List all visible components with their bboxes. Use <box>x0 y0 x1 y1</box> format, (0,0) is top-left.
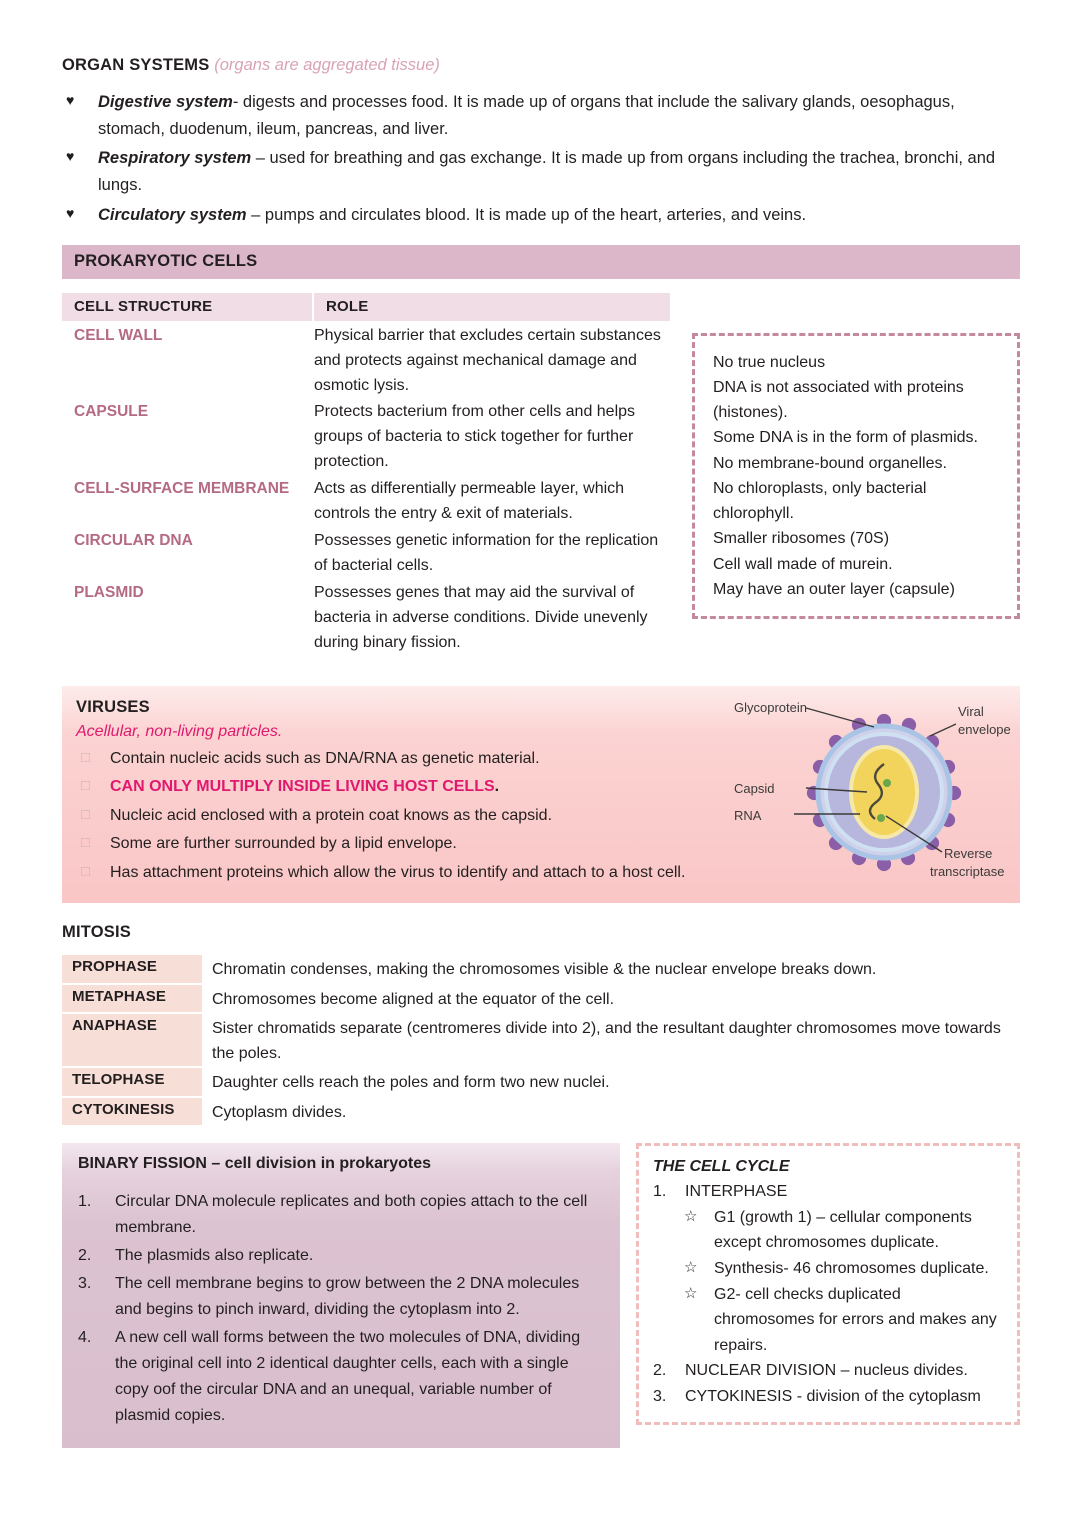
cell-structure-role: Possesses genetic information for the replication of bacterial cells. <box>314 532 659 575</box>
interphase-stage-text: G2- cell checks duplicated chromosomes for errors and makes any repairs. <box>714 1285 997 1354</box>
step-text: A new cell wall forms between the two molecules of DNA, dividing the original cell into 2 identical daughter cells, each with a single copy oof the circular DNA and an unequal, variable number of plasmid copies. <box>115 1328 581 1424</box>
table-header-row <box>62 293 670 321</box>
step-number: 2. <box>78 1247 92 1265</box>
enzyme-dot-a <box>883 779 891 787</box>
table-row <box>62 527 670 579</box>
cell-cycle-number: 2. <box>653 1362 667 1380</box>
binary-fission-step <box>78 1189 604 1241</box>
mitosis-row <box>62 1098 1020 1125</box>
cell-cycle-number: 3. <box>653 1388 667 1406</box>
cell-structure-name: CELL WALL <box>74 326 163 344</box>
organ-system-item <box>62 202 1020 229</box>
prokaryotic-feature-line: No membrane-bound organelles. <box>713 454 947 472</box>
prokaryotic-feature-line: No chloroplasts, only bacterial chlorophyll. <box>713 479 927 523</box>
interphase-stage-item <box>684 1256 1005 1282</box>
virus-diagram <box>734 692 1014 892</box>
mitosis-phase-name: ANAPHASE <box>62 1014 202 1066</box>
label-reverse-transcriptase-2: transcriptase <box>930 863 1005 879</box>
cell-structure-name: CELL-SURFACE MEMBRANE <box>74 480 290 498</box>
viruses-subtitle: Acellular, non-living particles. <box>76 722 283 740</box>
mitosis-heading: MITOSIS <box>62 923 131 942</box>
column-header-role: ROLE <box>314 293 670 321</box>
bottom-section <box>62 1143 1020 1448</box>
cell-cycle-item <box>653 1384 1005 1410</box>
prokaryotic-feature-line: No true nucleus <box>713 353 826 371</box>
mitosis-phase-description: Cytoplasm divides. <box>212 1103 347 1121</box>
step-text: The cell membrane begins to grow between the 2 DNA molecules and begins to pinch inward, dividing the cytoplasm into 2. <box>115 1275 580 1318</box>
checkbox-icon[interactable]: □ <box>81 748 91 766</box>
table-row <box>62 398 670 475</box>
organ-systems-subtitle: (organs are aggregated tissue) <box>214 56 440 74</box>
cell-cycle-title: THE CELL CYCLE <box>653 1158 790 1176</box>
label-viral-envelope-2: envelope <box>958 721 1011 737</box>
interphase-stage-list <box>653 1205 1005 1359</box>
column-header-cell-structure: CELL STRUCTURE <box>62 293 312 321</box>
heart-bullet-icon: ♥ <box>66 92 75 108</box>
cell-cycle-number: 1. <box>653 1183 667 1201</box>
organ-systems-heading <box>62 56 1020 75</box>
organ-systems-title: ORGAN SYSTEMS <box>62 56 210 74</box>
step-number: 1. <box>78 1193 92 1211</box>
mitosis-row <box>62 1014 1020 1066</box>
star-bullet-icon: ☆ <box>684 1207 698 1225</box>
prokaryotic-section <box>62 293 1020 656</box>
binary-fission-step <box>78 1271 604 1323</box>
enzyme-dot-b <box>877 814 885 822</box>
mitosis-phase-name: PROPHASE <box>62 955 202 982</box>
cell-structure-role: Protects bacterium from other cells and helps groups of bacteria to stick together for further protection. <box>314 403 636 471</box>
checkbox-icon[interactable]: □ <box>81 834 91 852</box>
organ-system-text: Respiratory system – used for breathing and gas exchange. It is made up from organs including the trachea, bronchi, and lungs. <box>98 149 996 195</box>
binary-fission-step <box>78 1243 604 1269</box>
virus-point-text: Nucleic acid enclosed with a protein coat knows as the capsid. <box>110 806 553 824</box>
cell-structure-role: Physical barrier that excludes certain substances and protects against mechanical damage and osmotic lysis. <box>314 326 661 394</box>
mitosis-phase-name: METAPHASE <box>62 985 202 1012</box>
organ-system-text: Digestive system- digests and processes food. It is made up of organs that include the salivary glands, oesophagus, stomach, duodenum, ileum, pancreas, and liver. <box>98 93 955 138</box>
cell-structure-name: PLASMID <box>74 584 144 602</box>
label-reverse-transcriptase-1: Reverse <box>944 845 993 861</box>
interphase-stage-text: Synthesis- 46 chromosomes duplicate. <box>714 1260 989 1278</box>
checkbox-icon[interactable]: □ <box>81 862 91 880</box>
checkbox-icon[interactable]: □ <box>81 777 91 795</box>
cell-cycle-text: INTERPHASE <box>685 1183 788 1201</box>
organ-system-term: Respiratory system <box>98 149 252 168</box>
mitosis-table <box>62 955 1020 1125</box>
step-number: 3. <box>78 1275 92 1293</box>
virus-point-tail: . <box>494 778 500 796</box>
cell-cycle-item <box>653 1179 1005 1205</box>
heart-bullet-icon: ♥ <box>66 148 75 165</box>
prokaryotic-feature-line: Smaller ribosomes (70S) <box>713 530 890 548</box>
cell-cycle-box <box>636 1143 1020 1424</box>
label-rna: RNA <box>734 807 762 823</box>
prokaryotic-feature-line: DNA is not associated with proteins (histones). <box>713 378 964 422</box>
interphase-stage-text: G1 (growth 1) – cellular components except chromosomes duplicate. <box>714 1208 972 1252</box>
mitosis-phase-description: Sister chromatids separate (centromeres divide into 2), and the resultant daughter chromosomes move towards the poles. <box>212 1020 1001 1062</box>
mitosis-phase-description: Chromosomes become aligned at the equator of the cell. <box>212 990 615 1008</box>
checkbox-icon[interactable]: □ <box>81 805 91 823</box>
prokaryotic-feature-line: May have an outer layer (capsule) <box>713 580 955 598</box>
step-text: Circular DNA molecule replicates and both copies attach to the cell membrane. <box>115 1193 588 1237</box>
prokaryotic-cells-banner: PROKARYOTIC CELLS <box>62 245 1020 279</box>
organ-system-text: Circulatory system – pumps and circulates blood. It is made up of the heart, arteries, and veins. <box>98 205 807 224</box>
viruses-panel <box>62 686 1020 904</box>
cell-structure-name: CAPSULE <box>74 403 149 421</box>
viruses-title: VIRUSES <box>76 697 150 716</box>
virus-point-text: Contain nucleic acids such as DNA/RNA as genetic material. <box>110 749 540 767</box>
binary-fission-list <box>78 1189 604 1428</box>
step-text: The plasmids also replicate. <box>115 1247 314 1265</box>
virus-point-text: Has attachment proteins which allow the virus to identify and attach to a host cell. <box>110 863 686 881</box>
star-bullet-icon: ☆ <box>684 1284 698 1302</box>
label-glycoprotein: Glycoprotein <box>734 699 807 715</box>
binary-fission-box <box>62 1143 620 1448</box>
mitosis-phase-description: Chromatin condenses, making the chromosomes visible & the nuclear envelope breaks down. <box>212 961 877 979</box>
cell-cycle-item <box>653 1358 1005 1384</box>
interphase-stage-item <box>684 1282 1005 1359</box>
organ-system-term: Digestive system <box>98 93 233 111</box>
organ-system-item <box>62 145 1020 198</box>
cell-structure-role: Acts as differentially permeable layer, which controls the entry & exit of materials. <box>314 480 625 523</box>
mitosis-row <box>62 955 1020 982</box>
table-row <box>62 475 670 527</box>
organ-systems-list <box>62 89 1020 229</box>
prokaryotic-feature-line: Cell wall made of murein. <box>713 555 893 573</box>
prokaryotic-features-box <box>692 333 1020 620</box>
table-row <box>62 322 670 399</box>
prokaryotic-feature-line: Some DNA is in the form of plasmids. <box>713 429 978 447</box>
mitosis-phase-description: Daughter cells reach the poles and form two new nuclei. <box>212 1074 610 1092</box>
mitosis-phase-name: CYTOKINESIS <box>62 1098 202 1125</box>
virus-point-text: CAN ONLY MULTIPLY INSIDE LIVING HOST CELLS. <box>110 778 500 796</box>
cell-structure-role: Possesses genes that may aid the survival of bacteria in adverse conditions. Divide unevenly during binary fission. <box>314 584 648 652</box>
binary-fission-step <box>78 1325 604 1429</box>
cell-cycle-text: CYTOKINESIS - division of the cytoplasm <box>685 1388 981 1406</box>
step-number: 4. <box>78 1328 92 1346</box>
organ-system-term: Circulatory system <box>98 205 247 224</box>
interphase-stage-item <box>684 1205 1005 1256</box>
organ-system-item <box>62 89 1020 142</box>
cell-structure-name: CIRCULAR DNA <box>74 532 193 550</box>
cell-cycle-text: NUCLEAR DIVISION – nucleus divides. <box>685 1362 968 1380</box>
table-row <box>62 579 670 656</box>
binary-fission-title: BINARY FISSION – cell division in prokaryotes <box>78 1155 431 1173</box>
virus-point-text: Some are further surrounded by a lipid envelope. <box>110 835 457 853</box>
mitosis-row <box>62 1068 1020 1095</box>
star-bullet-icon: ☆ <box>684 1259 698 1277</box>
heart-bullet-icon: ♥ <box>66 204 75 221</box>
label-capsid: Capsid <box>734 780 775 796</box>
label-viral-envelope-1: Viral <box>958 703 984 719</box>
mitosis-row <box>62 985 1020 1012</box>
prokaryotic-table <box>62 293 670 656</box>
mitosis-phase-name: TELOPHASE <box>62 1068 202 1095</box>
